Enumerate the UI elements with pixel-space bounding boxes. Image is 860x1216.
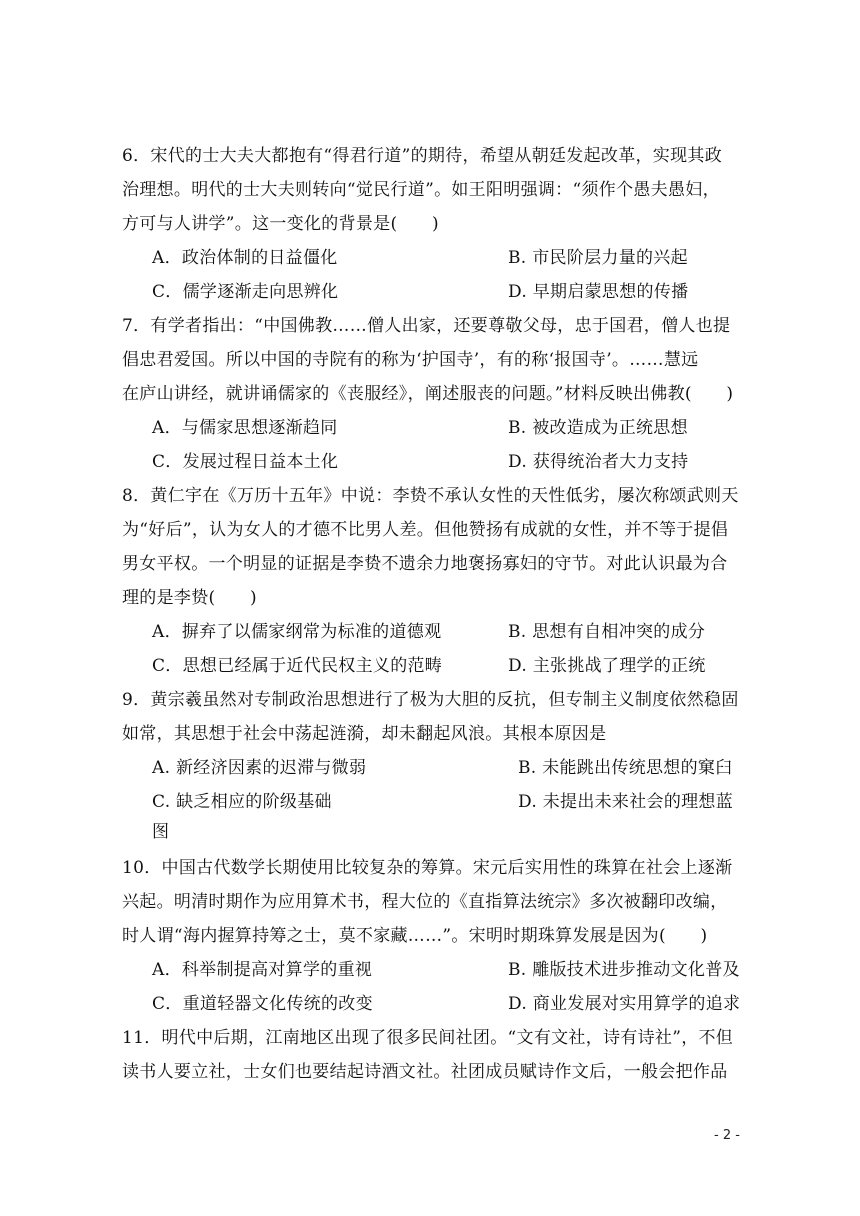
q9-line-1: 9．黄宗羲虽然对专制政治思想进行了极为大胆的反抗，但专制主义制度依然稳固 [122, 690, 739, 710]
page-number: - 2 - [714, 1128, 740, 1143]
q7-option-b: B. 被改造成为正统思想 [508, 418, 688, 438]
q11-line-1: 11．明代中后期，江南地区出现了很多民间社团。“文有文社，诗有诗社”，不但 [122, 1028, 734, 1048]
q9-option-a: A. 新经济因素的迟滞与微弱 [152, 758, 367, 778]
q9-option-d: D. 未提出未来社会的理想蓝 [518, 792, 734, 812]
q6-option-b: B. 市民阶层力量的兴起 [508, 248, 688, 268]
q7-line-1: 7．有学者指出：“中国佛教……僧人出家，还要尊敬父母，忠于国君，僧人也提 [122, 316, 731, 336]
q7-line-2: 倡忠君爱国。所以中国的寺院有的称为‘护国寺’，有的称‘报国寺’。……慧远 [122, 350, 699, 370]
q6-option-d: D. 早期启蒙思想的传播 [508, 282, 689, 302]
q6-option-a: A．政治体制的日益僵化 [152, 248, 338, 268]
q6-line-2: 治理想。明代的士大夫则转向“觉民行道”。如王阳明强调：“须作个愚夫愚妇， [122, 180, 720, 200]
q10-option-b: B. 雕版技术进步推动文化普及 [508, 960, 740, 980]
q8-option-d: D. 主张挑战了理学的正统 [508, 656, 706, 676]
q10-option-c: C．重道轻器文化传统的改变 [152, 994, 373, 1014]
q8-option-c: C．思想已经属于近代民权主义的范畴 [152, 656, 443, 676]
q8-line-2: 为“好后”，认为女人的才德不比男人差。但他赞扬有成就的女性，并不等于提倡 [122, 520, 729, 540]
q8-option-a: A．摒弃了以儒家纲常为标准的道德观 [152, 622, 442, 642]
q9-option-b: B. 未能跳出传统思想的窠臼 [518, 758, 733, 778]
q7-line-3: 在庐山讲经，就讲诵儒家的《丧服经》，阐述服丧的问题。”材料反映出佛教( ) [122, 384, 734, 404]
q11-line-2: 读书人要立社，士女们也要结起诗酒文社。社团成员赋诗作文后，一般会把作品 [122, 1062, 728, 1082]
q6-line-1: 6．宋代的士大夫大都抱有“得君行道”的期待，希望从朝廷发起改革，实现其政 [122, 146, 722, 166]
q8-line-4: 理的是李贽( ) [122, 588, 257, 608]
q7-option-a: A．与儒家思想逐渐趋同 [152, 418, 338, 438]
q7-option-d: D. 获得统治者大力支持 [508, 452, 689, 472]
q8-option-b: B. 思想有自相冲突的成分 [508, 622, 706, 642]
q10-option-d: D. 商业发展对实用算学的追求 [508, 994, 741, 1014]
q7-option-c: C．发展过程日益本土化 [152, 452, 339, 472]
q10-option-a: A．科举制提高对算学的重视 [152, 960, 373, 980]
q10-line-3: 时人谓“海内握算持筹之士，莫不家藏……”。宋明时期珠算发展是因为( ) [122, 926, 708, 946]
q10-line-1: 10．中国古代数学长期使用比较复杂的筹算。宋元后实用性的珠算在社会上逐渐 [122, 858, 733, 878]
q6-line-3: 方可与人讲学”。这一变化的背景是( ) [122, 214, 439, 234]
q9-option-d-wrap: 图 [152, 822, 170, 842]
q8-line-3: 男女平权。一个明显的证据是李贽不遗余力地褒扬寡妇的守节。对此认识最为合 [122, 554, 728, 574]
q9-option-c: C. 缺乏相应的阶级基础 [152, 792, 332, 812]
q6-option-c: C．儒学逐渐走向思辨化 [152, 282, 339, 302]
q8-line-1: 8．黄仁宇在《万历十五年》中说：李贽不承认女性的天性低劣，屡次称颂武则天 [122, 486, 739, 506]
q9-line-2: 如常，其思想于社会中荡起涟漪，却未翻起风浪。其根本原因是 [122, 724, 607, 744]
q10-line-2: 兴起。明清时期作为应用算术书，程大位的《直指算法统宗》多次被翻印改编， [122, 892, 728, 912]
